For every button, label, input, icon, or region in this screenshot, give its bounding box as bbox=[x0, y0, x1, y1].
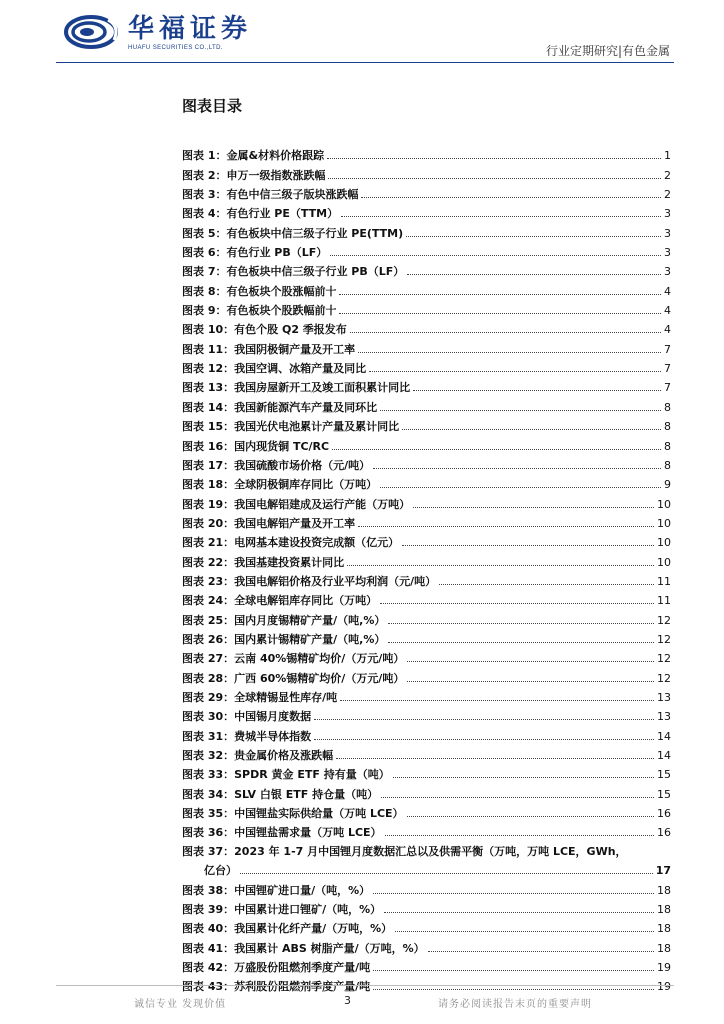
toc-entry-page: 4 bbox=[664, 304, 671, 318]
toc-leader-dots bbox=[373, 468, 661, 469]
toc-entry-label: 图表 15：我国光伏电池累计产量及累计同比 bbox=[182, 420, 400, 434]
toc-leader-dots bbox=[240, 873, 653, 874]
toc-leader-dots bbox=[385, 835, 654, 836]
toc-entry[interactable] bbox=[182, 685, 671, 704]
toc-entry[interactable] bbox=[182, 877, 671, 896]
toc-entry-label: 图表 23：我国电解铝价格及行业平均利润（元/吨） bbox=[182, 574, 437, 588]
toc-entry-label: 图表 31：费城半导体指数 bbox=[182, 729, 312, 743]
toc-leader-dots bbox=[332, 449, 661, 450]
toc-entry-page: 13 bbox=[657, 690, 671, 704]
toc-entry[interactable] bbox=[182, 569, 671, 588]
toc-entry-label: 图表 7：有色板块中信三级子行业 PB（LF） bbox=[182, 265, 405, 279]
toc-entry[interactable] bbox=[182, 278, 671, 297]
toc-leader-dots bbox=[388, 623, 654, 624]
toc-entry-page: 13 bbox=[657, 710, 671, 724]
toc-entry[interactable] bbox=[182, 220, 671, 239]
toc-entry-label: 图表 17：我国硫酸市场价格（元/吨） bbox=[182, 458, 371, 472]
toc-entry[interactable] bbox=[182, 839, 671, 877]
toc-leader-dots bbox=[314, 739, 654, 740]
toc-leader-dots bbox=[314, 719, 654, 720]
toc-entry-page: 18 bbox=[657, 883, 671, 897]
toc-entry-page: 7 bbox=[664, 381, 671, 395]
page-number: 3 bbox=[344, 994, 351, 1007]
toc-entry-label: 图表 28：广西 60%锡精矿均价/（万元/吨） bbox=[182, 671, 405, 685]
toc-leader-dots bbox=[380, 603, 654, 604]
toc-entry-page: 4 bbox=[664, 284, 671, 298]
toc-entry-label: 图表 16：国内现货铜 TC/RC bbox=[182, 439, 330, 453]
toc-entry-page: 15 bbox=[657, 787, 671, 801]
toc-leader-dots bbox=[347, 565, 654, 566]
toc-entry-page: 14 bbox=[657, 749, 671, 762]
toc-entry-page: 17 bbox=[655, 864, 671, 878]
toc-entry[interactable] bbox=[182, 259, 671, 278]
toc-entry-label: 图表 38：中国锂矿进口量/（吨，%） bbox=[182, 883, 371, 897]
toc-entry-label: 图表 13：我国房屋新开工及竣工面积累计同比 bbox=[182, 381, 411, 395]
toc-leader-dots bbox=[380, 487, 661, 488]
toc-entry-page: 3 bbox=[664, 226, 671, 240]
toc-entry-page: 1 bbox=[664, 149, 671, 163]
toc-entry-page: 12 bbox=[657, 613, 671, 627]
toc-entry[interactable] bbox=[182, 162, 671, 181]
toc-leader-dots bbox=[327, 158, 661, 159]
toc-entry[interactable] bbox=[182, 974, 671, 993]
footer-disclaimer: 请务必阅读报告末页的重要声明 bbox=[438, 999, 592, 1010]
toc-entry-page: 12 bbox=[657, 632, 671, 646]
toc-leader-dots bbox=[402, 545, 654, 546]
toc-entry[interactable] bbox=[182, 627, 671, 646]
toc-leader-dots bbox=[373, 970, 654, 971]
toc-entry-label: 图表 36：中国锂盐需求量（万吨 LCE） bbox=[182, 826, 382, 840]
toc-entry-page: 9 bbox=[664, 478, 671, 492]
toc-entry[interactable] bbox=[182, 201, 671, 220]
toc-entry-page: 12 bbox=[657, 652, 671, 666]
toc-leader-dots bbox=[339, 294, 661, 295]
toc-entry-label: 图表 12：我国空调、冰箱产量及同比 bbox=[182, 362, 367, 376]
toc-entry[interactable] bbox=[182, 607, 671, 626]
toc-leader-dots bbox=[407, 681, 654, 682]
toc-entry-page: 3 bbox=[664, 246, 671, 260]
toc-entry[interactable] bbox=[182, 801, 671, 820]
toc-leader-dots bbox=[384, 912, 654, 913]
toc-entry-label: 图表 20：我国电解铝产量及开工率 bbox=[182, 516, 356, 530]
toc-entry[interactable] bbox=[182, 414, 671, 433]
toc-entry-page: 8 bbox=[664, 458, 671, 472]
toc-entry-label: 图表 32：贵金属价格及涨跌幅 bbox=[182, 749, 334, 762]
toc-entry-page: 8 bbox=[664, 420, 671, 434]
toc-entry-label: 图表 43：苏利股份阻燃剂季度产量/吨 bbox=[182, 980, 371, 994]
toc-entry-label: 图表 25：国内月度锡精矿产量/（吨,%） bbox=[182, 613, 386, 627]
toc-entry-label: 图表 1：金属&材料价格跟踪 bbox=[182, 149, 325, 163]
toc-entry-page: 16 bbox=[657, 826, 671, 840]
toc-leader-dots bbox=[388, 642, 654, 643]
toc-leader-dots bbox=[340, 700, 654, 701]
toc-entry[interactable] bbox=[182, 298, 671, 317]
toc-entry-page: 14 bbox=[657, 729, 671, 743]
toc-leader-dots bbox=[336, 758, 654, 759]
toc-leader-dots bbox=[428, 951, 654, 952]
toc-leader-dots bbox=[413, 507, 654, 508]
toc-leader-dots bbox=[341, 216, 661, 217]
toc-leader-dots bbox=[439, 584, 654, 585]
toc-entry-label: 图表 34：SLV 白银 ETF 持仓量（吨） bbox=[182, 787, 379, 801]
toc-leader-dots bbox=[358, 352, 661, 353]
toc-entry-page: 8 bbox=[664, 439, 671, 453]
toc-leader-dots bbox=[407, 661, 654, 662]
toc-entry-page: 4 bbox=[664, 323, 671, 337]
toc-entry-label: 图表 14：我国新能源汽车产量及同环比 bbox=[182, 400, 378, 414]
toc-entry-page: 10 bbox=[657, 536, 671, 550]
toc-leader-dots bbox=[413, 390, 661, 391]
toc-entry-label: 图表 26：国内累计锡精矿产量/（吨,%） bbox=[182, 632, 386, 646]
toc-entry[interactable] bbox=[182, 781, 671, 800]
toc-entry[interactable] bbox=[182, 723, 671, 742]
toc-entry[interactable] bbox=[182, 317, 671, 336]
toc-entry[interactable] bbox=[182, 472, 671, 491]
toc-entry-page: 18 bbox=[657, 903, 671, 917]
toc-entry[interactable] bbox=[182, 375, 671, 394]
toc-entry-label: 图表 40：我国累计化纤产量/（万吨，%） bbox=[182, 922, 393, 936]
toc-entry-page: 10 bbox=[657, 497, 671, 511]
toc-entry-label: 图表 39：中国累计进口锂矿/（吨，%） bbox=[182, 903, 382, 917]
toc-leader-dots bbox=[407, 816, 654, 817]
toc-entry[interactable] bbox=[182, 549, 671, 568]
toc-entry-page: 19 bbox=[657, 980, 671, 994]
toc-entry-page: 18 bbox=[657, 922, 671, 936]
toc-entry[interactable] bbox=[182, 182, 671, 201]
toc-entry[interactable] bbox=[182, 955, 671, 974]
toc-entry-page: 3 bbox=[664, 207, 671, 221]
toc-leader-dots bbox=[406, 236, 661, 237]
toc-entry[interactable] bbox=[182, 646, 671, 665]
toc-entry-label: 图表 22：我国基建投资累计同比 bbox=[182, 555, 345, 569]
report-type: 行业定期研究|有色金属 bbox=[545, 44, 670, 58]
toc-entry-label: 图表 35：中国锂盐实际供给量（万吨 LCE） bbox=[182, 807, 404, 821]
huafu-logo-icon bbox=[64, 14, 122, 50]
toc-entry-label: 图表 8：有色板块个股涨幅前十 bbox=[182, 284, 337, 298]
toc-entry-label: 图表 6：有色行业 PB（LF） bbox=[182, 246, 328, 260]
toc-entry[interactable] bbox=[182, 433, 671, 452]
toc-entry[interactable] bbox=[182, 935, 671, 954]
toc-entry-label: 图表 11：我国阴极铜产量及开工率 bbox=[182, 342, 356, 356]
toc-entry[interactable] bbox=[182, 394, 671, 413]
toc-title: 图表目录 bbox=[182, 97, 243, 115]
toc-entry[interactable] bbox=[182, 530, 671, 549]
logo-chinese-name: 华福证券 bbox=[128, 14, 253, 44]
toc-entry-label: 图表 29：全球精锡显性库存/吨 bbox=[182, 690, 338, 704]
table-of-figures bbox=[182, 143, 671, 993]
toc-entry-page: 7 bbox=[664, 362, 671, 376]
toc-entry-label: 图表 19：我国电解铝建成及运行产能（万吨） bbox=[182, 497, 411, 511]
toc-entry-page: 10 bbox=[657, 516, 671, 530]
toc-entry-page: 12 bbox=[657, 671, 671, 685]
toc-entry-page: 19 bbox=[657, 961, 671, 975]
toc-entry-page: 7 bbox=[664, 342, 671, 356]
toc-entry-label: 图表 3：有色中信三级子版块涨跌幅 bbox=[182, 188, 359, 202]
toc-entry-label: 图表 9：有色板块个股跌幅前十 bbox=[182, 304, 337, 318]
toc-entry-page: 2 bbox=[664, 188, 671, 202]
toc-entry[interactable] bbox=[182, 491, 671, 510]
footer-slogan: 诚信专业 发现价值 bbox=[134, 999, 227, 1010]
toc-entry-label: 图表 5：有色板块中信三级子行业 PE(TTM) bbox=[182, 226, 404, 240]
toc-entry-page: 11 bbox=[657, 594, 671, 608]
toc-entry[interactable] bbox=[182, 240, 671, 259]
toc-entry-label: 图表 2：申万一级指数涨跌幅 bbox=[182, 168, 326, 182]
toc-entry-page: 3 bbox=[664, 265, 671, 279]
toc-entry[interactable] bbox=[182, 743, 671, 762]
toc-leader-dots bbox=[350, 332, 661, 333]
toc-entry-label: 图表 42：万盛股份阻燃剂季度产量/吨 bbox=[182, 961, 371, 975]
toc-entry-label: 图表 24：全球电解铝库存同比（万吨） bbox=[182, 594, 378, 608]
toc-entry-page: 15 bbox=[657, 768, 671, 782]
toc-leader-dots bbox=[393, 777, 654, 778]
toc-entry[interactable] bbox=[182, 762, 671, 781]
toc-entry-label: 图表 21：电网基本建设投资完成额（亿元） bbox=[182, 536, 400, 550]
toc-leader-dots bbox=[373, 893, 654, 894]
toc-entry[interactable] bbox=[182, 336, 671, 355]
toc-leader-dots bbox=[330, 255, 661, 256]
toc-entry-label: 图表 37：2023 年 1-7 月中国锂月度数据汇总以及供需平衡（万吨，万吨 LCE，GWh， bbox=[182, 845, 627, 859]
toc-entry-page: 2 bbox=[664, 168, 671, 182]
footer-divider bbox=[56, 985, 674, 986]
toc-entry[interactable] bbox=[182, 511, 671, 530]
toc-entry[interactable] bbox=[182, 820, 671, 839]
toc-entry-label: 图表 41：我国累计 ABS 树脂产量/（万吨，%） bbox=[182, 941, 425, 955]
toc-entry-page: 10 bbox=[657, 555, 671, 569]
toc-entry-page: 8 bbox=[664, 400, 671, 414]
toc-entry-label: 图表 30：中国锡月度数据 bbox=[182, 710, 312, 724]
toc-entry-continuation bbox=[182, 858, 671, 877]
logo-english-name: HUAFU SECURITIES CO.,LTD. bbox=[128, 45, 223, 51]
toc-entry[interactable] bbox=[182, 665, 671, 684]
toc-leader-dots bbox=[381, 797, 654, 798]
toc-entry[interactable] bbox=[182, 704, 671, 723]
toc-leader-dots bbox=[361, 197, 661, 198]
toc-leader-dots bbox=[369, 371, 661, 372]
toc-entry-page: 18 bbox=[657, 941, 671, 955]
toc-entry[interactable] bbox=[182, 453, 671, 472]
header-divider bbox=[56, 62, 674, 63]
toc-entry[interactable] bbox=[182, 897, 671, 916]
toc-entry[interactable] bbox=[182, 143, 671, 162]
toc-leader-dots bbox=[339, 313, 661, 314]
toc-entry[interactable] bbox=[182, 916, 671, 935]
toc-entry-label: 图表 10：有色个股 Q2 季报发布 bbox=[182, 323, 347, 337]
toc-leader-dots bbox=[380, 410, 661, 411]
toc-entry[interactable] bbox=[182, 356, 671, 375]
toc-leader-dots bbox=[395, 931, 654, 932]
toc-entry-page: 16 bbox=[657, 807, 671, 821]
toc-leader-dots bbox=[358, 526, 654, 527]
toc-entry[interactable] bbox=[182, 588, 671, 607]
toc-entry-label: 图表 33：SPDR 黄金 ETF 持有量（吨） bbox=[182, 768, 390, 782]
page-header bbox=[0, 0, 724, 64]
toc-entry-page: 11 bbox=[657, 574, 671, 588]
toc-leader-dots bbox=[407, 274, 661, 275]
toc-entry-label: 图表 18：全球阴极铜库存同比（万吨） bbox=[182, 478, 378, 492]
toc-leader-dots bbox=[328, 178, 661, 179]
toc-entry-label-cont: 亿台） bbox=[204, 864, 237, 878]
toc-entry-label: 图表 27：云南 40%锡精矿均价/（万元/吨） bbox=[182, 652, 405, 666]
toc-entry-label: 图表 4：有色行业 PE（TTM） bbox=[182, 207, 339, 221]
toc-leader-dots bbox=[373, 989, 654, 990]
toc-leader-dots bbox=[402, 429, 661, 430]
